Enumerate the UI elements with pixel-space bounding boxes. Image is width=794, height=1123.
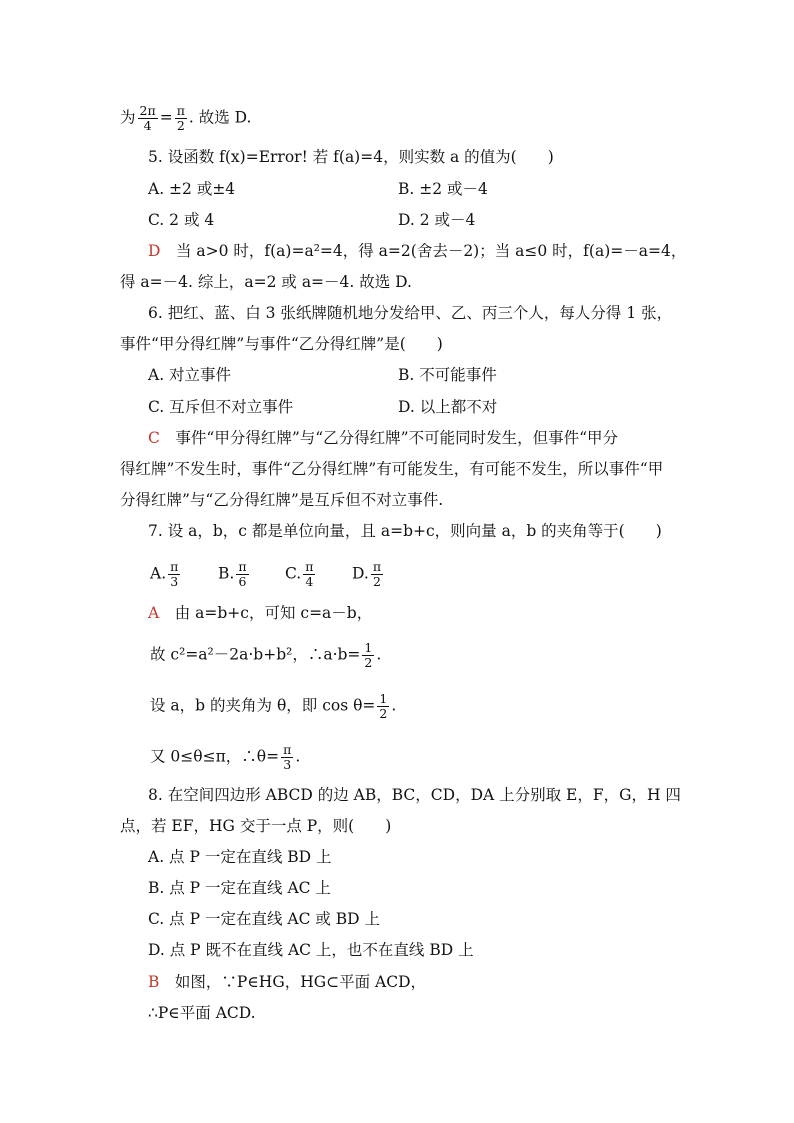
q7-choice-a: A. $\frac{\pi}{3}$ xyxy=(150,559,179,589)
q7-answer-line-2: 故 c²=a²－2a·b+b²，∴a·b= $\frac{1}{2}$ . xyxy=(150,640,382,670)
fraction: $\frac{1}{2}$ xyxy=(379,691,388,721)
q5-answer-line-1: D 当 a>0 时，f(a)=a²=4，得 a=2(舍去－2)；当 a≤0 时，f(a)=－a=4， xyxy=(148,242,687,260)
fraction: $\frac{\pi}{2}$ xyxy=(372,559,382,589)
answer-letter: D xyxy=(148,242,161,260)
q4-answer-tail: 为 $\frac{2\pi}{4}$ = $\frac{\pi}{2}$ . 故选 D. xyxy=(120,103,252,133)
q5-choice-c: C. 2 或 4 xyxy=(148,211,215,229)
q5-stem: 5. 设函数 f(x)=Error! 若 f(a)=4，则实数 a 的值为( ) xyxy=(148,148,554,166)
fraction: $\frac{\pi}{2}$ xyxy=(176,103,185,133)
q8-choice-a: A. 点 P 一定在直线 BD 上 xyxy=(148,848,332,866)
q8-answer-line-2: ∴P∈平面 ACD. xyxy=(148,1004,256,1022)
q6-answer-line-3: 分得红牌”与“乙分得红牌”是互斥但不对立事件. xyxy=(120,491,444,509)
q5-choice-b: B. ±2 或－4 xyxy=(398,180,488,198)
q8-stem-line-1: 8. 在空间四边形 ABCD 的边 AB，BC，CD，DA 上分别取 E，F，G，H 四 xyxy=(148,786,681,804)
fraction: $\frac{2\pi}{4}$ xyxy=(139,103,156,133)
q8-choice-c: C. 点 P 一定在直线 AC 或 BD 上 xyxy=(148,910,381,928)
q6-choice-b: B. 不可能事件 xyxy=(398,366,497,384)
q8-choice-b: B. 点 P 一定在直线 AC 上 xyxy=(148,879,331,897)
q7-answer-line-1: A 由 a=b+c，可知 c=a－b， xyxy=(148,604,373,622)
q7-answer-line-3: 设 a，b 的夹角为 θ，即 cos θ= $\frac{1}{2}$ . xyxy=(150,691,397,721)
fraction: $\frac{\pi}{6}$ xyxy=(238,559,247,589)
q6-choice-c: C. 互斥但不对立事件 xyxy=(148,398,294,416)
q4-answer-prefix: 为 xyxy=(120,108,136,127)
q8-answer-line-1: B 如图，∵P∈HG，HG⊂平面 ACD， xyxy=(148,973,427,991)
answer-letter: C xyxy=(148,429,160,447)
fraction: $\frac{1}{2}$ xyxy=(364,640,373,670)
q7-choice-b: B. $\frac{\pi}{6}$ xyxy=(218,559,247,589)
answer-letter: B xyxy=(148,973,160,991)
q7-answer-line-4: 又 0≤θ≤π，∴θ= $\frac{\pi}{3}$ . xyxy=(150,742,301,772)
fraction: $\frac{\pi}{3}$ xyxy=(283,742,292,772)
q6-stem-line-1: 6. 把红、蓝、白 3 张纸牌随机地分发给甲、乙、丙三个人，每人分得 1 张， xyxy=(148,304,673,322)
q5-choice-a: A. ±2 或±4 xyxy=(148,180,236,198)
fraction: $\frac{\pi}{3}$ xyxy=(170,559,179,589)
q6-answer-line-1: C 事件“甲分得红牌”与“乙分得红牌”不可能同时发生，但事件“甲分 xyxy=(148,429,619,447)
q6-stem-line-2: 事件“甲分得红牌”与事件“乙分得红牌”是( ) xyxy=(120,335,443,353)
q7-stem: 7. 设 a，b，c 都是单位向量，且 a=b+c，则向量 a，b 的夹角等于( ) xyxy=(148,522,662,540)
fraction: $\frac{\pi}{4}$ xyxy=(305,559,314,589)
answer-letter: A xyxy=(148,604,160,622)
q8-choice-d: D. 点 P 既不在直线 AC 上，也不在直线 BD 上 xyxy=(148,941,474,959)
q5-choice-d: D. 2 或－4 xyxy=(398,211,476,229)
q6-choice-d: D. 以上都不对 xyxy=(398,398,498,416)
q7-choice-c: C. $\frac{\pi}{4}$ xyxy=(285,559,314,589)
q6-answer-line-2: 得红牌”不发生时，事件“乙分得红牌”有可能发生，有可能不发生，所以事件“甲 xyxy=(120,460,664,478)
q7-choice-d: D. $\frac{\pi}{2}$ xyxy=(352,559,382,589)
q5-answer-line-2: 得 a=－4. 综上，a=2 或 a=－4. 故选 D. xyxy=(120,273,412,291)
q6-choice-a: A. 对立事件 xyxy=(148,366,232,384)
q8-stem-line-2: 点，若 EF，HG 交于一点 P，则( ) xyxy=(120,817,392,835)
